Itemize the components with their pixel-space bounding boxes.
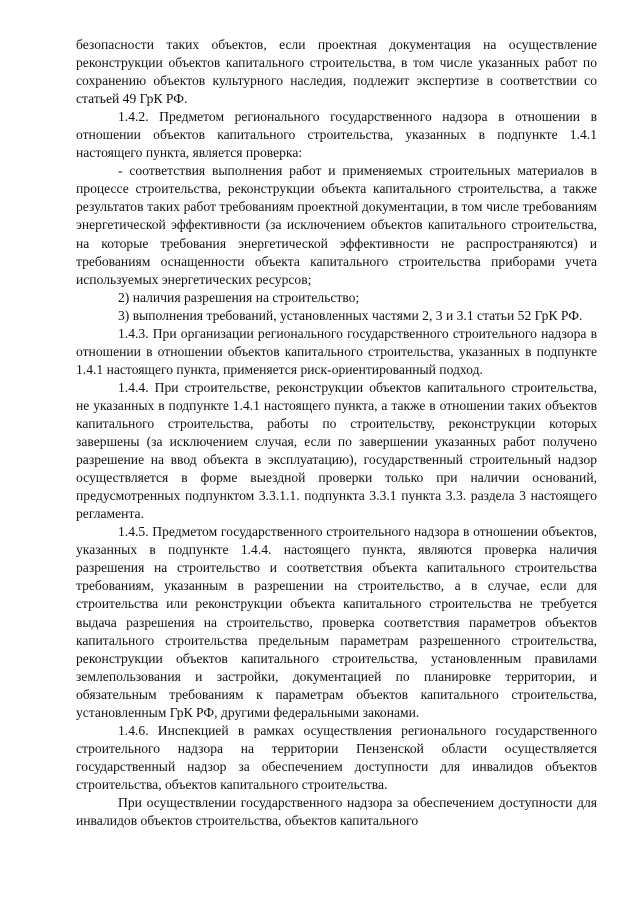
paragraph-1-4-5: 1.4.5. Предметом государственного строительного надзора в отношении объектов, указанных в подпункте 1.4.4. настоящего пункта, являются проверка наличия разрешения на строительство и соответствия объекта капитального строительства требованиям, указанным в разрешении на строительство, а в случае, если для строительства или реконструкции объекта капитального строительства не требуется выдача разрешения на строительство, проверка соответствия параметров объектов капитального строительства предельным параметрам разрешенного строительства, реконструкции объектов капитального строительства, установленным правилами землепользования и застройки, документацией по планировке территории, и обязательным требованиям к параметрам объектов капитального строительства, установленным ГрК РФ, другими федеральными законами. [76,524,597,720]
paragraph-item-2: 2) наличия разрешения на строительство; [118,289,360,305]
paragraph-item-3: 3) выполнения требований, установленных частями 2, 3 и 3.1 статьи 52 ГрК РФ. [118,307,583,323]
paragraph-1-4-3: 1.4.3. При организации регионального государственного строительного надзора в отношении в отношении объектов капитального строительства, указанных в подпункте 1.4.1 настоящего пункта, применяется риск-ориентированный подход. [76,325,597,377]
document-body [76,36,597,830]
paragraph-1-4-2: 1.4.2. Предметом регионального государственного надзора в отношении в отношении объектов капитального строительства, указанных в подпункте 1.4.1 настоящего пункта, является проверка: [76,109,597,161]
paragraph-continuation: безопасности таких объектов, если проектная документация на осуществление реконструкции объектов капитального строительства, в том числе указанных работ по сохранению объектов культурного наследия, подлежит экспертизе в соответствии со статьей 49 ГрК РФ. [76,37,597,107]
paragraph-accessibility-supervision: При осуществлении государственного надзора за обеспечением доступности для инвалидов объектов строительства, объектов капитального [76,794,597,829]
paragraph-1-4-6: 1.4.6. Инспекцией в рамках осуществления регионального государственного строительного надзора на территории Пензенской области осуществляется государственный надзор за обеспечением доступности для инвалидов объектов строительства, объектов капитального строительства. [76,722,597,792]
paragraph-1-4-4: 1.4.4. При строительстве, реконструкции объектов капитального строительства, не указанных в подпункте 1.4.1 настоящего пункта, а также в отношении таких объектов капитального строительства, работы по строительству, реконструкции которых завершены (за исключением случая, если по завершении указанных работ получено разрешение на ввод объекта в эксплуатацию), государственный строительный надзор осуществляется в форме выездной проверки только при наличии оснований, предусмотренных подпунктом 3.3.1.1. подпункта 3.3.1 пункта 3.3. раздела 3 настоящего регламента. [76,379,597,522]
paragraph-item-1: - соответствия выполнения работ и применяемых строительных материалов в процессе строительства, реконструкции объекта капитального строительства, а также результатов таких работ требованиям проектной документации, в том числе требованиям энергетической эффективности (за исключением объектов капитального строительства, на которые требования энергетической эффективности не распространяются) и требованиям оснащенности объекта капитального строительства приборами учета используемых энергетических ресурсов; [76,163,597,287]
